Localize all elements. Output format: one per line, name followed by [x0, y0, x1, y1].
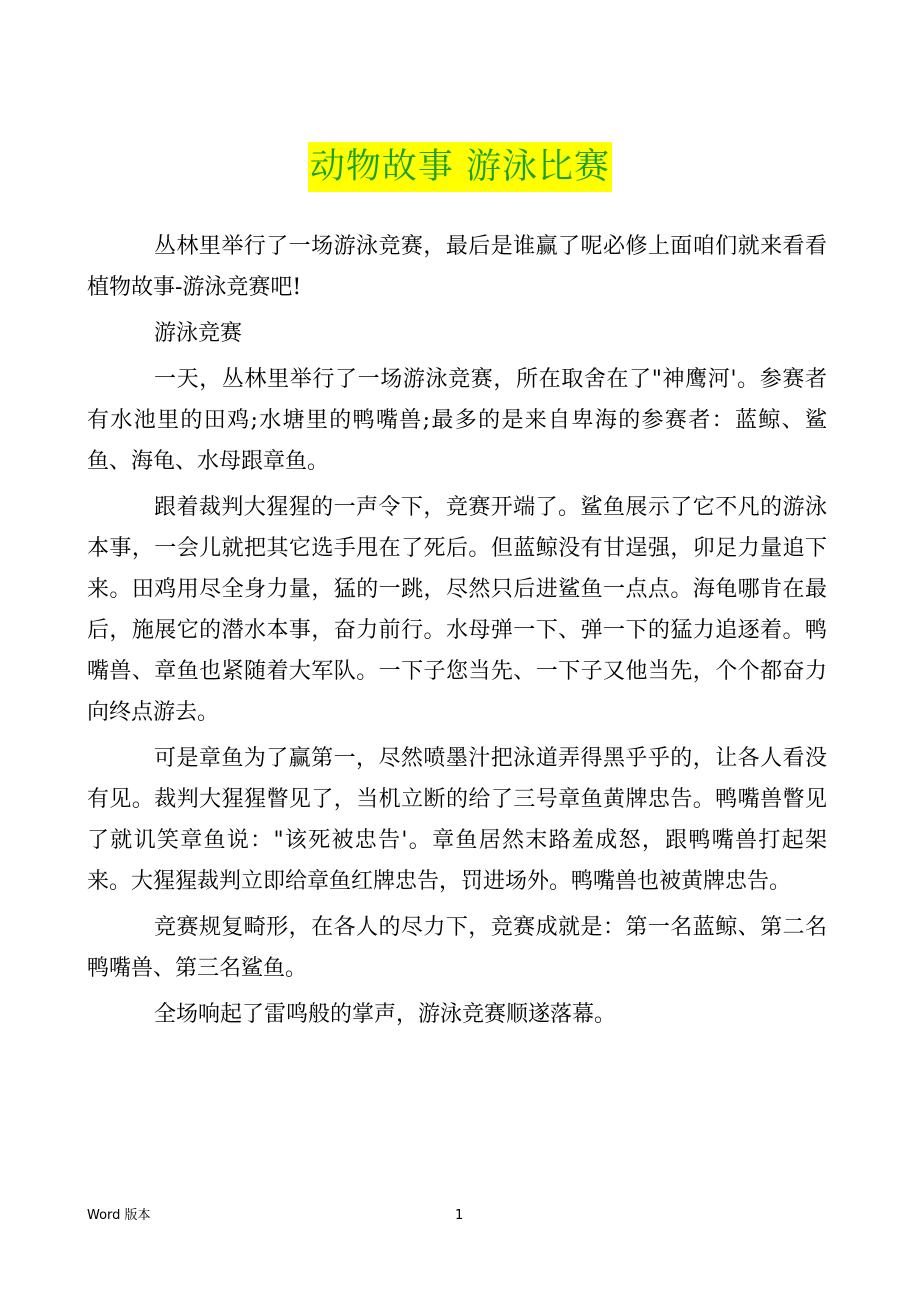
- document-title: 动物故事 游泳比赛: [308, 142, 612, 192]
- story-paragraph-3: 可是章鱼为了赢第一，尽然喷墨汁把泳道弄得黑乎乎的，让各人看没有见。裁判大猩猩瞥见了，当机立断的给了三号章鱼黄牌忠告。鸭嘴兽瞥见了就讥笑章鱼说："该死被忠告'。章鱼居然末路羞成怒，跟鸭嘴兽打起架来。大猩猩裁判立即给章鱼红牌忠告，罚进场外。鸭嘴兽也被黄牌忠告。: [87, 746, 827, 894]
- intro-paragraph: 丛林里举行了一场游泳竞赛，最后是谁赢了呢必修上面咱们就来看看植物故事-游泳竞赛吧!: [87, 234, 827, 300]
- title-container: [0, 142, 920, 192]
- footer-label: Word 版本: [87, 1208, 151, 1223]
- story-paragraph-1: 一天，丛林里举行了一场游泳竞赛，所在取舍在了"神鹰河'。参赛者有水池里的田鸡;水塘里的鸭嘴兽;最多的是来自卑海的参赛者：蓝鲸、鲨鱼、海龟、水母跟章鱼。: [87, 367, 827, 474]
- story-paragraph-4: 竞赛规复畸形，在各人的尽力下，竞赛成就是：第一名蓝鲸、第二名鸭嘴兽、第三名鲨鱼。: [87, 915, 827, 981]
- document-body: [87, 226, 827, 1035]
- story-paragraph-2: 跟着裁判大猩猩的一声令下，竞赛开端了。鲨鱼展示了它不凡的游泳本事，一会儿就把其它选手甩在了死后。但蓝鲸没有甘逞强，卯足力量追下来。田鸡用尽全身力量，猛的一跳，尽然只后进鲨鱼一点点。海龟哪肯在最后，施展它的潜水本事，奋力前行。水母弹一下、弹一下的猛力追逐着。鸭嘴兽、章鱼也紧随着大军队。一下子您当先、一下子又他当先，个个都奋力向终点游去。: [87, 495, 827, 725]
- page-number: 1: [455, 1208, 464, 1223]
- section-heading: 游泳竞赛: [154, 321, 243, 346]
- story-paragraph-5: 全场响起了雷鸣般的掌声，游泳竞赛顺遂落幕。: [154, 1002, 617, 1027]
